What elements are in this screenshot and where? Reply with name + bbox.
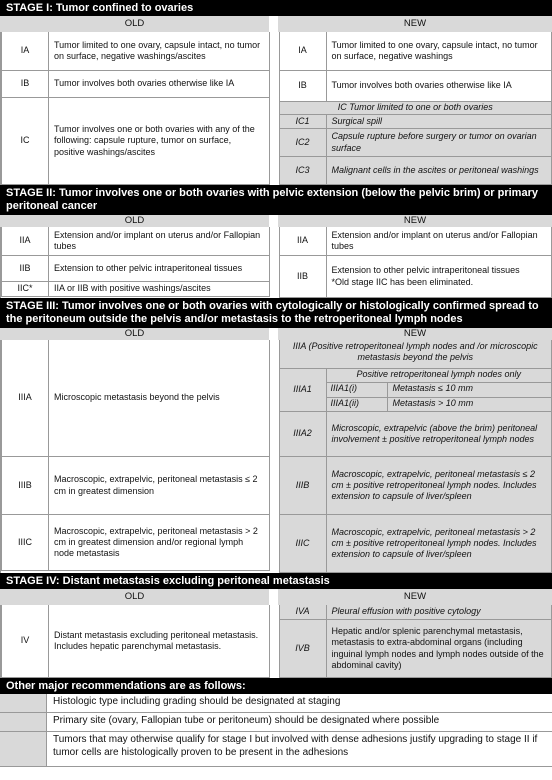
new-col-label: NEW bbox=[403, 18, 427, 29]
stage2-header: STAGE II: Tumor involves one or both ovaries with pelvic extension (below the pelvic brim) or primary peritoneal cancer bbox=[0, 185, 552, 215]
table-row: IIB Extension to other pelvic intraperitoneal tissues *Old stage IIC has been eliminated. bbox=[279, 256, 552, 298]
stage4-body bbox=[0, 605, 552, 678]
table-row: IVB Hepatic and/or splenic parenchymal metastasis, metastasis to extra-abdominal organs (including inguinal lymph nodes and lymph nodes outside of the abdominal cavity) bbox=[279, 620, 552, 678]
table-row: IIIB Macroscopic, extrapelvic, peritoneal metastasis ≤ 2 cm ± positive retroperitoneal lymph nodes. Includes extension to capsule of liver/spleen bbox=[279, 457, 552, 515]
list-item: Tumors that may otherwise qualify for stage I but involved with dense adhesions justify upgrading to stage II if tumor cells are histologically proven to be present in the adhesions bbox=[0, 732, 552, 767]
stage2-body bbox=[0, 227, 552, 298]
table-row: IIA Extension and/or implant on uterus and/or Fallopian tubes bbox=[1, 227, 270, 256]
table-row: IC1 Surgical spill bbox=[279, 115, 552, 129]
table-row: IV Distant metastasis excluding peritoneal metastasis. Includes hepatic parenchymal metastasis. bbox=[1, 605, 270, 678]
table-row: IIIA2 Microscopic, extrapelvic (above the brim) peritoneal involvement ± positive retroperitoneal lymph nodes bbox=[279, 412, 552, 457]
stage2-col-headers: OLD NEW bbox=[0, 215, 552, 227]
table-row: IIA Extension and/or implant on uterus and/or Fallopian tubes bbox=[279, 227, 552, 256]
stage2-old bbox=[0, 227, 270, 298]
stage1-col-headers bbox=[0, 16, 552, 32]
ic-header: IC Tumor limited to one or both ovaries bbox=[279, 102, 552, 115]
other-header: Other major recommendations are as follows: bbox=[0, 678, 552, 694]
table-row: IC Tumor involves one or both ovaries with any of the following: capsule rupture, tumor on surface, positive washings/ascites bbox=[1, 98, 270, 185]
table-row: IIC* IIA or IIB with positive washings/ascites bbox=[1, 282, 270, 297]
table-row: IC2 Capsule rupture before surgery or tumor on ovarian surface bbox=[279, 129, 552, 157]
stage3-header: STAGE III: Tumor involves one or both ovaries with cytologically or histologically confirmed spread to the peritoneum outside the pelvis and/or metastasis to the retroperitoneal lymph nodes bbox=[0, 298, 552, 328]
table-row: IA Tumor limited to one ovary, capsule intact, no tumor on surface, negative washings/ascites bbox=[1, 32, 270, 71]
table-row: IC3 Malignant cells in the ascites or peritoneal washings bbox=[279, 157, 552, 185]
stage3-old bbox=[0, 340, 270, 573]
stage3-new bbox=[279, 340, 552, 573]
stage1-header: STAGE I: Tumor confined to ovaries bbox=[0, 0, 552, 16]
table-row: IIB Extension to other pelvic intraperitoneal tissues bbox=[1, 256, 270, 282]
stage1-body bbox=[0, 32, 552, 185]
table-row: IIIA Microscopic metastasis beyond the pelvis bbox=[1, 340, 270, 457]
stage2-note: *Old stage IIC has been eliminated. bbox=[331, 276, 474, 287]
table-row: IB Tumor involves both ovaries otherwise like IA bbox=[1, 71, 270, 98]
list-item: Primary site (ovary, Fallopian tube or peritoneum) should be designated where possible bbox=[0, 713, 552, 732]
table-row: IIIB Macroscopic, extrapelvic, peritoneal metastasis ≤ 2 cm in greatest dimension bbox=[1, 457, 270, 515]
stage1-old bbox=[0, 32, 270, 185]
stage4-header: STAGE IV: Distant metastasis excluding peritoneal metastasis bbox=[0, 573, 552, 589]
stage4-col-headers: OLD NEW bbox=[0, 589, 552, 605]
stage4-old bbox=[0, 605, 270, 678]
iiia1-block: IIIA1 Positive retroperitoneal lymph nodes only IIIA1(i) Metastasis ≤ 10 mm IIIA1(ii) Metastasis > 10 mm bbox=[279, 369, 552, 412]
table-row: IIIC Macroscopic, extrapelvic, peritoneal metastasis > 2 cm ± positive retroperitoneal lymph nodes. Includes extension to capsule of liver/spleen bbox=[279, 515, 552, 573]
iiia-header: IIIA (Positive retroperitoneal lymph nodes and /or microscopic metastasis beyond the pelvis bbox=[279, 340, 552, 369]
stage2-new bbox=[279, 227, 552, 298]
stage3-body bbox=[0, 340, 552, 573]
table-row: IIIC Macroscopic, extrapelvic, peritoneal metastasis > 2 cm in greatest dimension and/or regional lymph node metastasis bbox=[1, 515, 270, 571]
table-row: IB Tumor involves both ovaries otherwise like IA bbox=[279, 71, 552, 102]
table-row: IA Tumor limited to one ovary, capsule intact, no tumor on surface, negative washings bbox=[279, 32, 552, 71]
list-item: Histologic type including grading should be designated at staging bbox=[0, 694, 552, 713]
table-row: IVA Pleural effusion with positive cytology bbox=[279, 605, 552, 620]
stage4-new bbox=[279, 605, 552, 678]
stage3-col-headers: OLD NEW bbox=[0, 328, 552, 340]
old-col-label: OLD bbox=[124, 18, 145, 29]
stage1-new bbox=[279, 32, 552, 185]
